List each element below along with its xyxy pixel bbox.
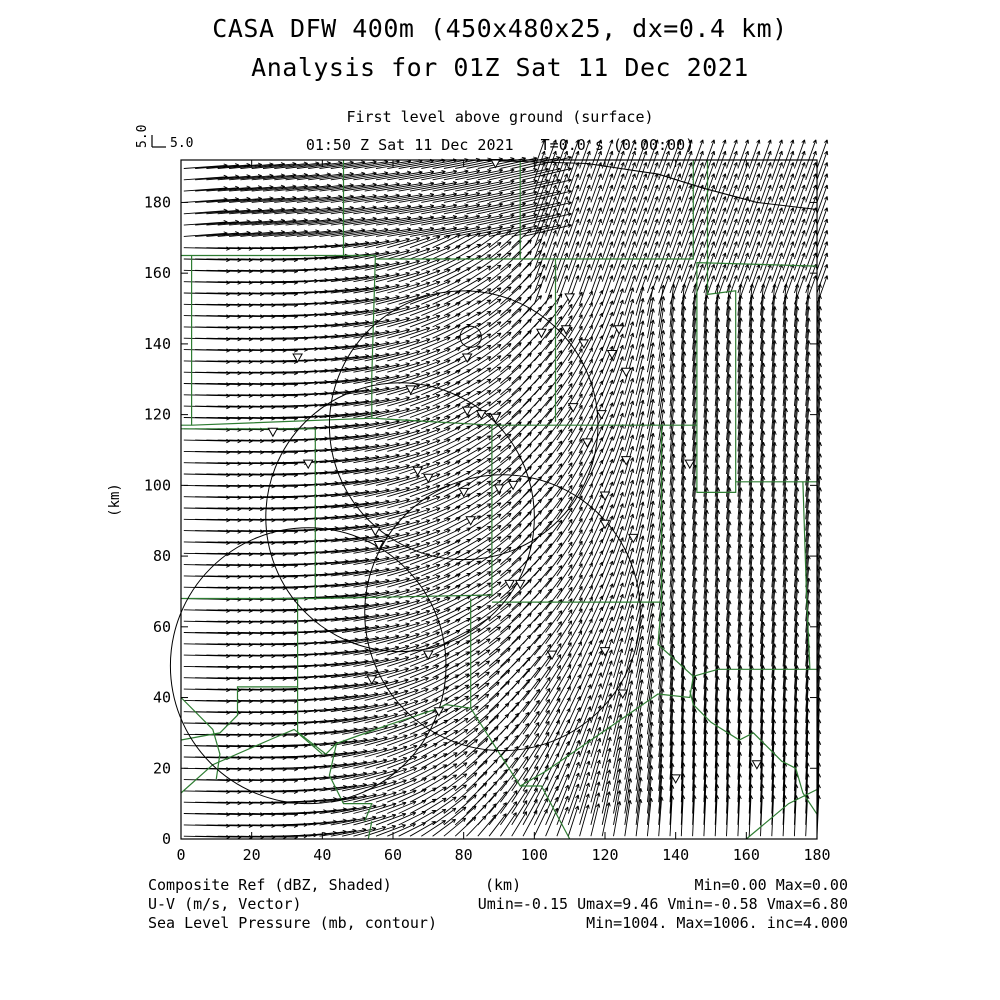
wind-vector — [534, 600, 552, 621]
y-axis-label: (km) — [107, 483, 123, 517]
wind-vector — [467, 772, 488, 791]
wind-vector — [500, 603, 521, 621]
wind-vector — [478, 793, 497, 814]
wind-vector — [534, 385, 552, 406]
county-border — [181, 429, 315, 599]
wind-vector — [500, 636, 520, 655]
wind-vector — [512, 668, 530, 689]
wind-vector — [534, 499, 552, 520]
wind-vector — [534, 340, 552, 361]
wind-vector — [478, 804, 497, 825]
wind-vector — [512, 557, 532, 576]
wind-vector — [500, 320, 521, 338]
wind-vector — [534, 487, 552, 508]
wind-vector — [489, 814, 506, 837]
wind-vector — [512, 274, 532, 293]
wind-vector — [500, 524, 521, 542]
wind-vector — [523, 667, 540, 689]
wind-vector — [500, 614, 521, 632]
wind-vector — [512, 331, 532, 350]
wind-vector — [489, 659, 510, 678]
wind-vector — [580, 276, 591, 305]
wind-vector — [489, 770, 507, 791]
wind-vector — [500, 592, 521, 610]
footer-wind-label: U-V (m/s, Vector) — [148, 895, 302, 913]
y-tick-label: 140 — [143, 334, 171, 353]
wind-vector — [512, 263, 532, 282]
wind-vector — [478, 815, 496, 836]
wind-vector — [512, 690, 530, 711]
wind-vector — [512, 534, 532, 553]
wind-vector — [534, 419, 552, 440]
station-marker — [752, 761, 761, 769]
footer-pressure-stats: Min=1004. Max=1006. inc=4.000 — [586, 914, 848, 932]
wind-vector — [523, 262, 542, 282]
wind-vector — [670, 276, 681, 305]
wind-vector — [512, 342, 532, 361]
wind-vector — [500, 791, 517, 814]
wind-vector — [512, 734, 529, 757]
wind-vector — [512, 512, 532, 531]
wind-vector — [534, 397, 552, 418]
wind-vector — [500, 297, 521, 315]
x-tick-label: 0 — [176, 846, 186, 864]
wind-vector — [512, 455, 532, 474]
wind-vector — [512, 410, 532, 429]
wind-vector — [500, 286, 521, 304]
y-tick-label: 40 — [152, 688, 171, 707]
wind-vector — [738, 276, 749, 305]
wind-vector — [500, 558, 521, 576]
wind-vector — [500, 735, 518, 757]
wind-vector — [500, 331, 521, 349]
wind-vector — [523, 239, 542, 259]
wind-vector — [500, 275, 521, 293]
footer-reflectivity-label: Composite Ref (dBZ, Shaded) — [148, 876, 392, 894]
wind-vector — [500, 365, 521, 383]
wind-vector — [500, 343, 521, 361]
wind-vector — [467, 761, 488, 780]
wind-vector — [783, 276, 794, 305]
x-tick-label: 140 — [662, 846, 690, 864]
x-tick-label: 120 — [591, 846, 619, 864]
wind-vector — [512, 712, 529, 734]
wind-vector — [534, 351, 552, 372]
footer-reflectivity-stats: Min=0.00 Max=0.00 — [694, 876, 848, 894]
wind-vector — [500, 780, 517, 803]
y-tick-label: 20 — [152, 759, 171, 778]
station-marker — [459, 488, 468, 496]
wind-vector — [512, 679, 530, 700]
vector-key-vertical-label: 5.0 — [135, 124, 150, 148]
wind-vector — [512, 489, 532, 508]
station-marker — [622, 368, 631, 376]
wind-vector — [523, 656, 541, 677]
wind-vector — [500, 399, 521, 417]
wind-vector — [512, 319, 532, 338]
y-tick-label: 100 — [143, 476, 171, 495]
wind-vector — [512, 500, 532, 519]
wind-vectors-layer — [184, 140, 828, 839]
wind-vector — [512, 376, 532, 395]
county-border — [181, 729, 337, 793]
chart-title: CASA DFW 400m (450x480x25, dx=0.4 km) — [212, 14, 788, 43]
wind-vector — [534, 578, 552, 599]
wind-vector — [500, 263, 521, 281]
wind-vector — [523, 645, 541, 666]
wind-vector — [489, 803, 506, 825]
wind-vector — [467, 783, 487, 802]
wind-vector — [500, 354, 521, 372]
wind-vector — [500, 625, 521, 644]
wind-vector — [534, 431, 552, 452]
axes-layer — [107, 160, 831, 864]
wind-vector — [681, 276, 692, 305]
station-marker — [413, 467, 422, 475]
wind-vector — [625, 276, 636, 305]
wind-vector — [534, 644, 551, 666]
y-tick-label: 80 — [152, 547, 171, 566]
wind-vector — [500, 769, 517, 791]
wind-vector — [512, 602, 532, 621]
wind-vector — [794, 276, 805, 305]
wind-vector — [512, 701, 530, 723]
wind-vector — [489, 681, 509, 700]
wind-vector — [523, 273, 542, 293]
wind-vector — [670, 284, 675, 315]
wind-vector — [715, 276, 726, 305]
wind-vector — [591, 276, 602, 305]
x-tick-label: 180 — [803, 846, 831, 864]
vector-key-horizontal-label: 5.0 — [170, 136, 194, 151]
wind-vector — [704, 276, 715, 305]
chart-analysis-time: Analysis for 01Z Sat 11 Dec 2021 — [251, 53, 749, 82]
station-marker — [615, 326, 624, 334]
y-tick-label: 60 — [152, 617, 171, 636]
wind-vector — [557, 276, 568, 305]
wind-vector — [534, 566, 552, 587]
wind-vector — [749, 276, 760, 305]
wind-vector — [557, 621, 572, 644]
wind-vector — [534, 374, 552, 395]
wind-vector — [557, 610, 572, 633]
wind-vector — [512, 723, 529, 745]
wind-vector — [500, 309, 521, 327]
station-marker — [463, 407, 472, 415]
county-borders-layer — [181, 160, 817, 839]
wind-vector — [489, 648, 510, 666]
wind-vector — [534, 465, 552, 486]
wind-vector — [534, 510, 552, 531]
wind-vector — [534, 363, 552, 384]
wind-vector — [500, 546, 521, 564]
wind-vector — [817, 276, 828, 305]
wind-vector — [489, 792, 507, 814]
county-border — [181, 259, 375, 425]
wind-vector — [512, 297, 532, 316]
wind-vector — [512, 812, 527, 837]
wind-vector — [500, 501, 521, 519]
wind-vector — [478, 704, 499, 723]
wind-vector — [512, 308, 532, 327]
wind-vector — [512, 591, 532, 610]
wind-vector — [523, 250, 542, 270]
wind-vector — [500, 647, 520, 666]
wind-vector — [512, 387, 532, 406]
wind-vector — [512, 523, 532, 542]
x-tick-label: 40 — [313, 846, 332, 864]
wind-vector — [534, 521, 552, 542]
wind-vector — [534, 612, 551, 633]
county-border — [181, 599, 298, 741]
wind-vector — [534, 555, 552, 576]
wind-vector — [500, 411, 521, 429]
wind-vector — [523, 689, 540, 711]
wind-vector — [500, 241, 521, 259]
wind-vector — [489, 670, 510, 689]
x-tick-label: 20 — [242, 846, 261, 864]
wind-vector — [523, 284, 542, 304]
wind-vector — [512, 251, 532, 270]
x-tick-label: 80 — [454, 846, 473, 864]
wind-vector — [534, 453, 552, 474]
x-tick-label: 160 — [732, 846, 760, 864]
wind-vector — [512, 240, 532, 259]
vector-key — [135, 125, 193, 151]
wind-vector — [772, 276, 783, 305]
footer-wind-stats: Umin=-0.15 Umax=9.46 Vmin=-0.58 Vmax=6.80 — [477, 895, 848, 913]
wind-vector — [489, 692, 509, 711]
x-axis-label: (km) — [485, 876, 522, 894]
chart-valid-time: 01:50 Z Sat 11 Dec 2021 T=0.0 s (0:00:00) — [305, 136, 695, 154]
wind-vector — [512, 432, 532, 451]
x-tick-label: 100 — [520, 846, 548, 864]
wind-vector — [500, 456, 521, 474]
wind-vector — [602, 276, 613, 305]
wind-vector — [489, 781, 507, 803]
wind-vector — [500, 490, 521, 508]
wind-vector — [523, 623, 541, 644]
wind-vector — [534, 442, 552, 463]
county-border — [803, 482, 817, 670]
wind-vector — [500, 512, 521, 530]
y-tick-label: 160 — [143, 264, 171, 283]
wind-vector — [546, 276, 557, 305]
wind-vector — [455, 817, 476, 836]
chart-level-label: First level above ground (surface) — [346, 108, 654, 126]
wind-vector — [512, 421, 532, 440]
station-marker — [371, 527, 380, 535]
wind-vector — [467, 794, 487, 814]
wind-vector — [534, 589, 552, 610]
wind-vector — [500, 388, 521, 406]
y-tick-label: 0 — [161, 830, 171, 848]
footer-pressure-label: Sea Level Pressure (mb, contour) — [148, 914, 437, 932]
wind-vector — [659, 276, 670, 305]
wind-vector — [523, 678, 540, 700]
wind-vector — [500, 713, 518, 734]
wind-vector — [693, 276, 704, 305]
wind-vector — [500, 377, 521, 395]
station-marker — [597, 411, 606, 419]
wind-vector — [534, 622, 551, 643]
x-tick-label: 60 — [383, 846, 403, 864]
county-border — [690, 691, 817, 815]
wind-vector — [512, 398, 532, 417]
wind-vector — [512, 353, 532, 372]
wind-vector — [534, 544, 552, 565]
wind-vector — [500, 724, 518, 745]
wind-vector — [806, 276, 817, 305]
wind-vector — [500, 702, 519, 723]
wind-vector — [500, 252, 521, 270]
wind-vector — [500, 433, 521, 451]
y-tick-label: 120 — [143, 405, 171, 424]
wind-vector — [534, 532, 552, 553]
wind-vector — [523, 634, 541, 655]
wind-vector — [761, 276, 772, 305]
wind-vector — [512, 364, 532, 383]
y-tick-label: 180 — [143, 193, 171, 212]
station-marker — [268, 428, 277, 436]
